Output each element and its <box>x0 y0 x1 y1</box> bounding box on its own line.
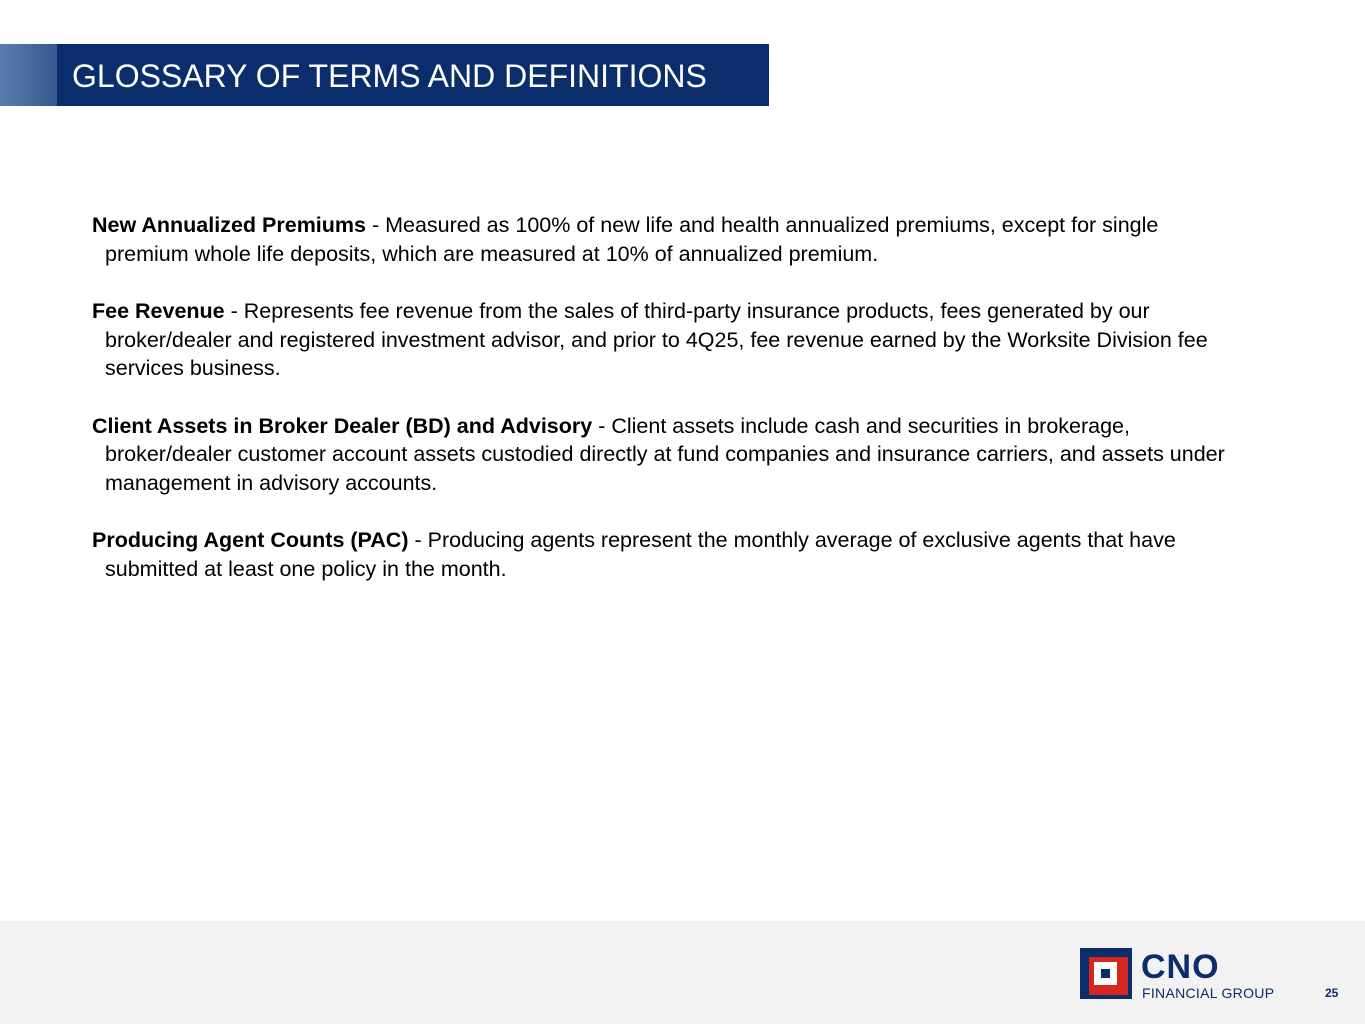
title-accent-block <box>0 44 57 106</box>
term-name: Fee Revenue <box>92 299 225 323</box>
term-name: New Annualized Premiums <box>92 213 366 237</box>
glossary-entry-client-assets <box>92 412 1242 498</box>
term-name: Client Assets in Broker Dealer (BD) and Advisory <box>92 413 593 438</box>
term-name: Producing Agent Counts (PAC) <box>92 528 409 552</box>
page-title: GLOSSARY OF TERMS AND DEFINITIONS <box>57 44 769 106</box>
term-definition: - Represents fee revenue from the sales of third-party insurance products, fees generated by our broker/dealer and registered investment advisor, and prior to 4Q25, fee revenue earned by the Worksite Division fee services business. <box>105 299 1208 380</box>
page-number: 25 <box>1325 986 1339 1000</box>
glossary-entry-new-annualized-premiums <box>92 211 1242 268</box>
logo-subtitle: FINANCIAL GROUP <box>1142 985 1275 1001</box>
term-definition: - Client assets include cash and securities in brokerage, broker/dealer customer account assets custodied directly at fund companies and insurance carriers, and assets under management in advisory accounts. <box>105 413 1225 495</box>
logo-name: CNO <box>1141 948 1220 986</box>
glossary-entry-producing-agent-counts <box>92 526 1242 583</box>
term-definition: - Measured as 100% of new life and health annualized premiums, except for single premium whole life deposits, which are measured at 10% of annualized premium. <box>105 213 1159 266</box>
glossary-list <box>92 211 1242 612</box>
term-definition: - Producing agents represent the monthly average of exclusive agents that have submitted at least one policy in the month. <box>105 528 1176 581</box>
glossary-entry-fee-revenue <box>92 297 1242 383</box>
cno-logo-mark-icon <box>1080 948 1132 999</box>
